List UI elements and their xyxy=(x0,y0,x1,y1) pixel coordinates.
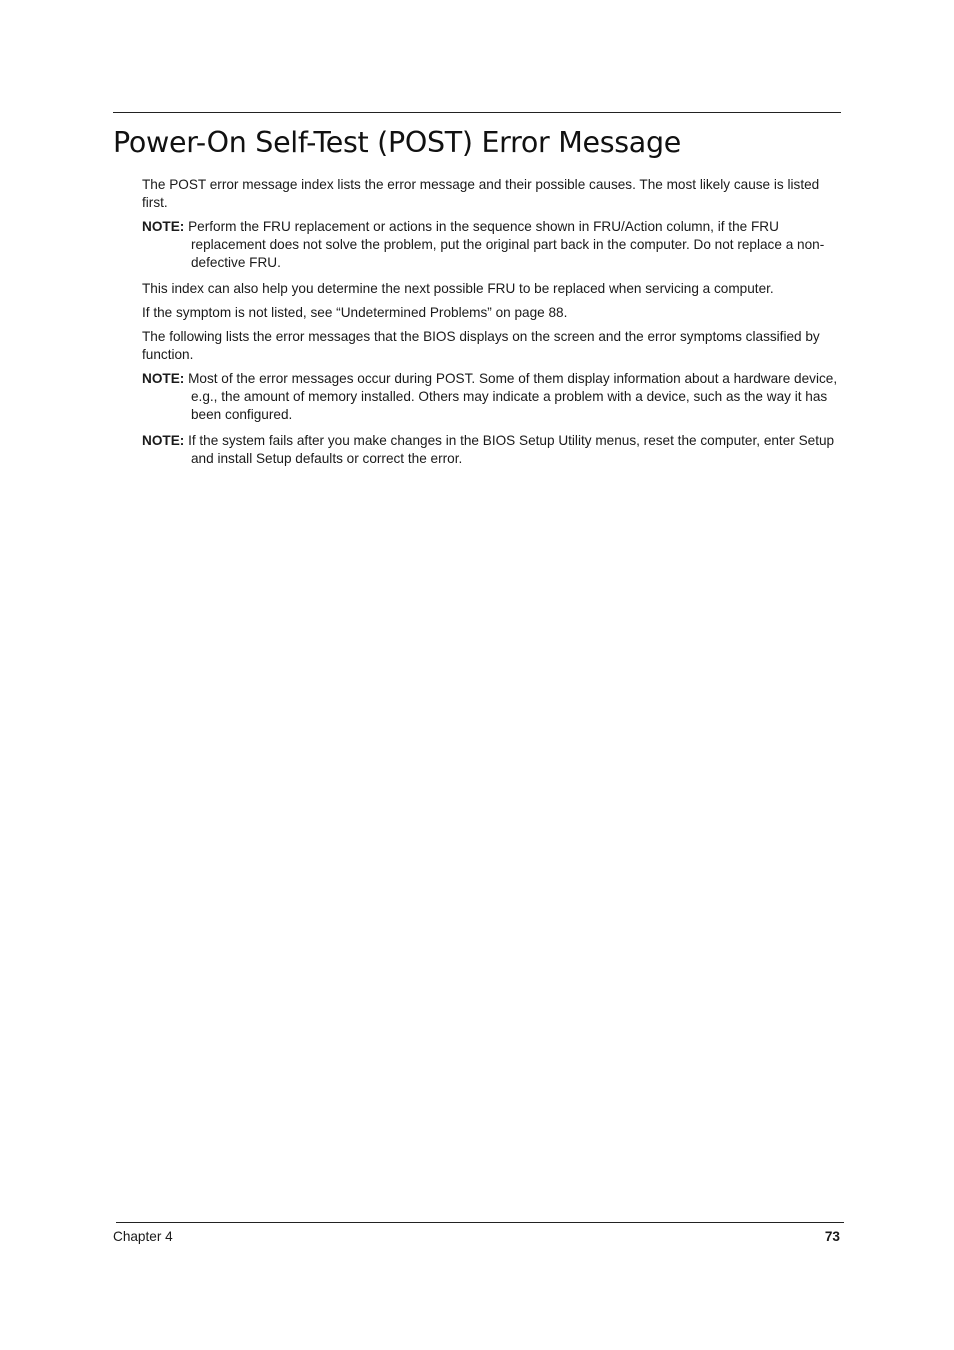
body-content xyxy=(142,176,842,476)
note-label: NOTE: xyxy=(142,219,185,234)
symptom-reference-paragraph: If the symptom is not listed, see “Undetermined Problems” on page 88. xyxy=(142,305,568,320)
footer-page-number: 73 xyxy=(824,1229,840,1244)
footer-rule xyxy=(116,1222,844,1223)
header-rule xyxy=(113,112,841,113)
index-help-paragraph: This index can also help you determine the next possible FRU to be replaced when servicing a computer. xyxy=(142,281,774,296)
note-fru-sequence xyxy=(142,218,842,272)
page-title: Power-On Self-Test (POST) Error Message xyxy=(113,126,681,159)
note-post-messages xyxy=(142,370,842,424)
note-label: NOTE: xyxy=(142,433,185,448)
note-text: Perform the FRU replacement or actions in the sequence shown in FRU/Action column, if the FRU replacement does not solve the problem, put the original part back in the computer. Do not replace a non-defective FRU. xyxy=(188,219,825,270)
error-list-paragraph: The following lists the error messages that the BIOS displays on the screen and the error symptoms classified by function. xyxy=(142,329,820,362)
footer-chapter: Chapter 4 xyxy=(113,1229,173,1244)
note-text: If the system fails after you make changes in the BIOS Setup Utility menus, reset the computer, enter Setup and install Setup defaults or correct the error. xyxy=(188,433,835,466)
note-text: Most of the error messages occur during POST. Some of them display information about a hardware device, e.g., the amount of memory installed. Others may indicate a problem with a device, such as the way it has been configured. xyxy=(188,371,838,422)
intro-paragraph: The POST error message index lists the error message and their possible causes. The most likely cause is listed first. xyxy=(142,177,820,210)
note-label: NOTE: xyxy=(142,371,185,386)
note-bios-setup xyxy=(142,432,842,468)
